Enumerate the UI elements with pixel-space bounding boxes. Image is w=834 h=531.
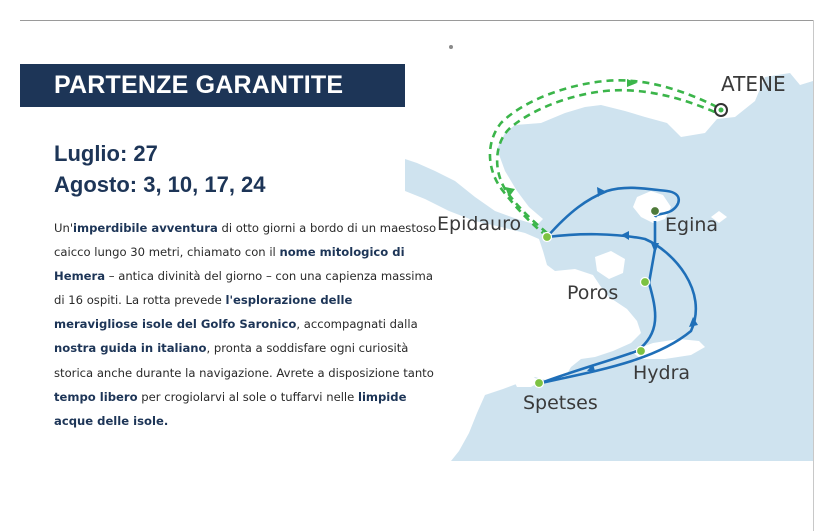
description — [54, 216, 437, 433]
desc-highlight: nostra guida in italiano — [54, 341, 207, 356]
right-rule — [813, 20, 814, 531]
label-epidauro: Epidauro — [437, 213, 522, 235]
desc-highlight: limpide acque delle isole. — [54, 389, 407, 428]
desc-text: Un' — [54, 221, 74, 235]
landmark-dot — [449, 45, 453, 49]
departure-dates — [54, 138, 266, 200]
desc-highlight: l'esplorazione delle meravigliose isole del Golfo Saronico — [54, 293, 353, 332]
athens-marker — [715, 104, 727, 116]
desc-text: di otto giorni a bordo di un maestoso caicco lungo 30 metri, chiamato con il — [54, 221, 437, 260]
epidauro-marker — [543, 233, 552, 242]
label-spetses: Spetses — [523, 392, 598, 414]
desc-text: per crogiolarvi al sole o tuffarvi nelle — [137, 389, 358, 404]
desc-highlight: imperdibile avventura — [73, 221, 218, 235]
dates-august: Agosto: 3, 10, 17, 24 — [54, 172, 266, 197]
hydra-marker — [637, 347, 646, 356]
desc-text: – antica divinità del giorno – con una capienza massima di 16 ospiti. La rotta prevede — [54, 269, 433, 308]
label-hydra: Hydra — [633, 362, 691, 384]
desc-highlight: tempo libero — [54, 389, 138, 404]
dates-july: Luglio: 27 — [54, 141, 158, 166]
spetses-marker — [535, 379, 544, 388]
desc-highlight: nome mitologico di Hemera — [54, 245, 405, 284]
label-egina: Egina — [665, 214, 719, 236]
page-title-banner — [20, 64, 405, 107]
egina-marker — [651, 207, 660, 216]
poros-marker — [641, 278, 650, 287]
desc-text: , accompagnati dalla — [296, 317, 418, 332]
desc-text: , pronta a soddisfare ogni curiosità storica anche durante la navigazione. Avrete a disposizione tanto — [54, 341, 434, 380]
label-atene: ATENE — [721, 72, 786, 96]
route-map — [405, 21, 813, 461]
page-title: PARTENZE GARANTITE — [54, 71, 344, 99]
label-poros: Poros — [567, 282, 619, 304]
